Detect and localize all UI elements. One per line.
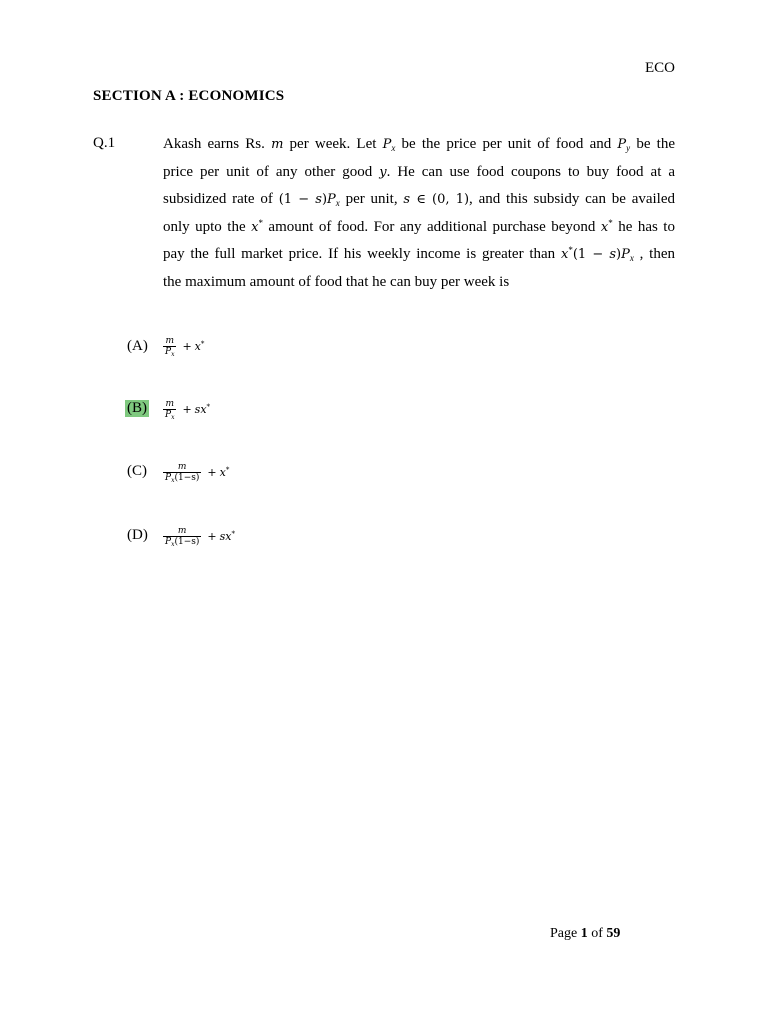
option-d-fraction: $\frac{m}{P_x(1-s)}$ [165,526,200,548]
option-a-label[interactable]: (A) [127,338,148,354]
question-line-3: subsidized rate of $(1 - s)P_x$ per unit, s ∈ (0, 1), and this subsidy can be availed [163,191,675,208]
question-line-4: only upto the x* amount of food. For any additional purchase beyond x* he has to [163,217,675,235]
option-d-label[interactable]: (D) [127,527,148,543]
option-c-expression[interactable]: $\frac{m}{P_x(1-s)}$ + x* [165,462,230,484]
question-text [163,131,675,295]
question-line-1: Akash earns Rs. m per week. Let $P_x$ be the price per unit of food and $P_y$ be the [163,136,675,153]
total-pages: 59 [606,926,621,941]
question-line-6: the maximum amount of food that he can buy per week is [163,273,510,290]
question-line-2: price per unit of any other good y. He can use food coupons to buy food at a [163,163,675,180]
page-footer: Page 1 of 59 [550,926,621,941]
current-page-number: 1 [580,926,588,941]
option-b-fraction: $\frac{m}{P_x}$ [165,399,175,421]
question-number: Q.1 [93,135,116,151]
option-b-label[interactable]: (B) [127,400,147,416]
option-c-label[interactable]: (C) [127,463,147,479]
option-c-fraction: $\frac{m}{P_x(1-s)}$ [165,462,200,484]
section-title: SECTION A : ECONOMICS [93,88,285,104]
question-line-5: pay the full market price. If his weekly income is greater than $x^*(1 - s)P_x$ , then [163,245,676,263]
option-b-expression[interactable]: $\frac{m}{P_x}$ + sx* [165,399,211,421]
page-header-tag: ECO [645,60,675,76]
option-d-expression[interactable]: $\frac{m}{P_x(1-s)}$ + sx* [165,526,235,548]
option-a-expression[interactable]: $\frac{m}{P_x}$ + x* [165,336,205,358]
option-a-fraction: $\frac{m}{P_x}$ [165,336,175,358]
